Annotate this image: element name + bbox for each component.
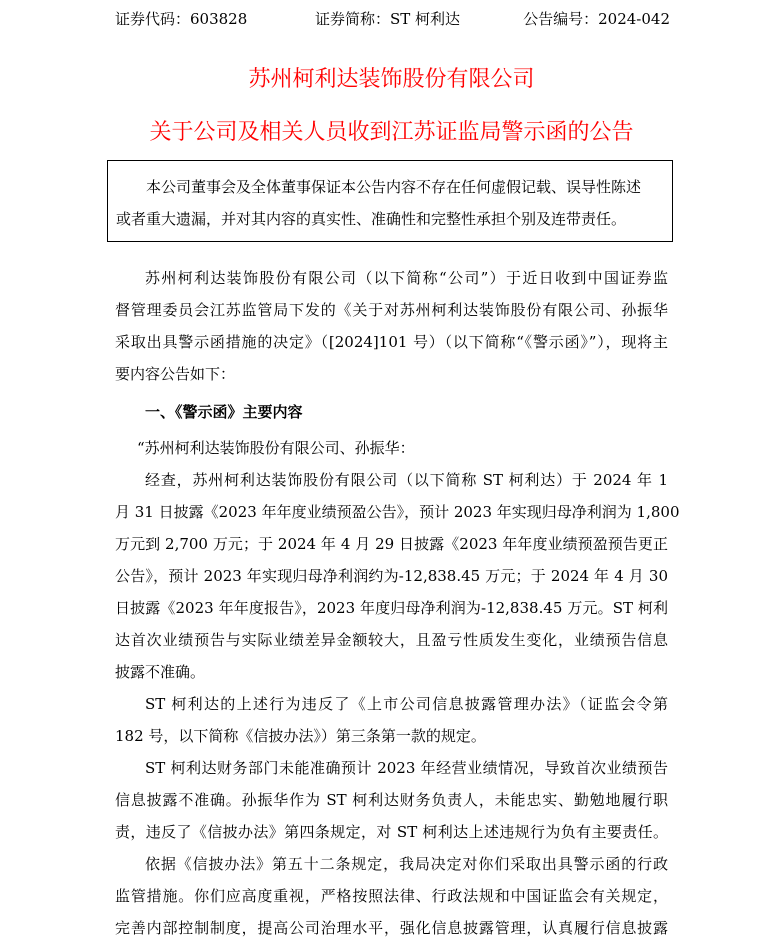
paragraph-line: 万元到 2,700 万元；于 2024 年 4 月 29 日披露《2023 年年度业绩预盈预告更正: [115, 535, 668, 553]
paragraph-line: 苏州柯利达装饰股份有限公司（以下简称“公司”）于近日收到中国证券监: [145, 269, 668, 287]
announcement-title: 关于公司及相关人员收到江苏证监局警示函的公告: [149, 120, 634, 145]
paragraph-line: 达首次业绩预告与实际业绩差异金额较大，且盈亏性质发生变化，业绩预告信息: [115, 631, 668, 649]
announcement-number: 公告编号：2024-042: [523, 10, 670, 28]
paragraph-line: 要内容公告如下：: [115, 365, 236, 383]
paragraph-line: ST 柯利达财务部门未能准确预计 2023 年经营业绩情况，导致首次业绩预告: [145, 759, 668, 777]
paragraph-line: 经查，苏州柯利达装饰股份有限公司（以下简称 ST 柯利达）于 2024 年 1: [145, 471, 668, 489]
paragraph-line: 采取出具警示函措施的决定》（[2024]101 号）（以下简称“《警示函》”），现将主: [115, 333, 668, 351]
paragraph-line: 182 号，以下简称《信披办法》）第三条第一款的规定。: [115, 727, 486, 745]
notice-line: 本公司董事会及全体董事保证本公告内容不存在任何虚假记载、误导性陈述: [146, 178, 642, 196]
paragraph-line: ST 柯利达的上述行为违反了《上市公司信息披露管理办法》（证监会令第: [145, 695, 668, 713]
security-abbreviation: 证券简称：ST 柯利达: [315, 10, 461, 28]
paragraph-line: “苏州柯利达装饰股份有限公司、孙振华：: [137, 439, 415, 457]
paragraph-line: 完善内部控制制度，提高公司治理水平，强化信息披露管理，认真履行信息披露: [115, 919, 668, 937]
paragraph-line: 督管理委员会江苏监管局下发的《关于对苏州柯利达装饰股份有限公司、孙振华: [115, 301, 668, 319]
paragraph-line: 监管措施。你们应高度重视，严格按照法律、行政法规和中国证监会有关规定，: [115, 887, 668, 905]
paragraph-line: 责，违反了《信披办法》第四条规定，对 ST 柯利达上述违规行为负有主要责任。: [115, 823, 668, 841]
notice-line: 或者重大遗漏，并对其内容的真实性、准确性和完整性承担个别及连带责任。: [116, 210, 627, 228]
paragraph-line: 日披露《2023 年年度报告》，2023 年度归母净利润为-12,838.45 万元。ST 柯利: [115, 599, 668, 617]
paragraph-line: 公告》，预计 2023 年实现归母净利润约为-12,838.45 万元；于 2024 年 4 月 30: [115, 567, 668, 585]
paragraph-line: 依据《信披办法》第五十二条规定，我局决定对你们采取出具警示函的行政: [145, 855, 668, 873]
paragraph-line: 披露不准确。: [115, 663, 206, 681]
section-heading: 一、《警示函》主要内容: [145, 403, 303, 421]
paragraph-line: 信息披露不准确。孙振华作为 ST 柯利达财务负责人，未能忠实、勤勉地履行职: [115, 791, 668, 809]
paragraph-line: 月 31 日披露《2023 年年度业绩预盈公告》，预计 2023 年实现归母净利润为 1,800: [115, 503, 680, 521]
security-code: 证券代码：603828: [115, 10, 248, 28]
document-header: [115, 8, 670, 30]
company-title: 苏州柯利达装饰股份有限公司: [248, 67, 535, 92]
board-guarantee-notice: [107, 160, 673, 242]
